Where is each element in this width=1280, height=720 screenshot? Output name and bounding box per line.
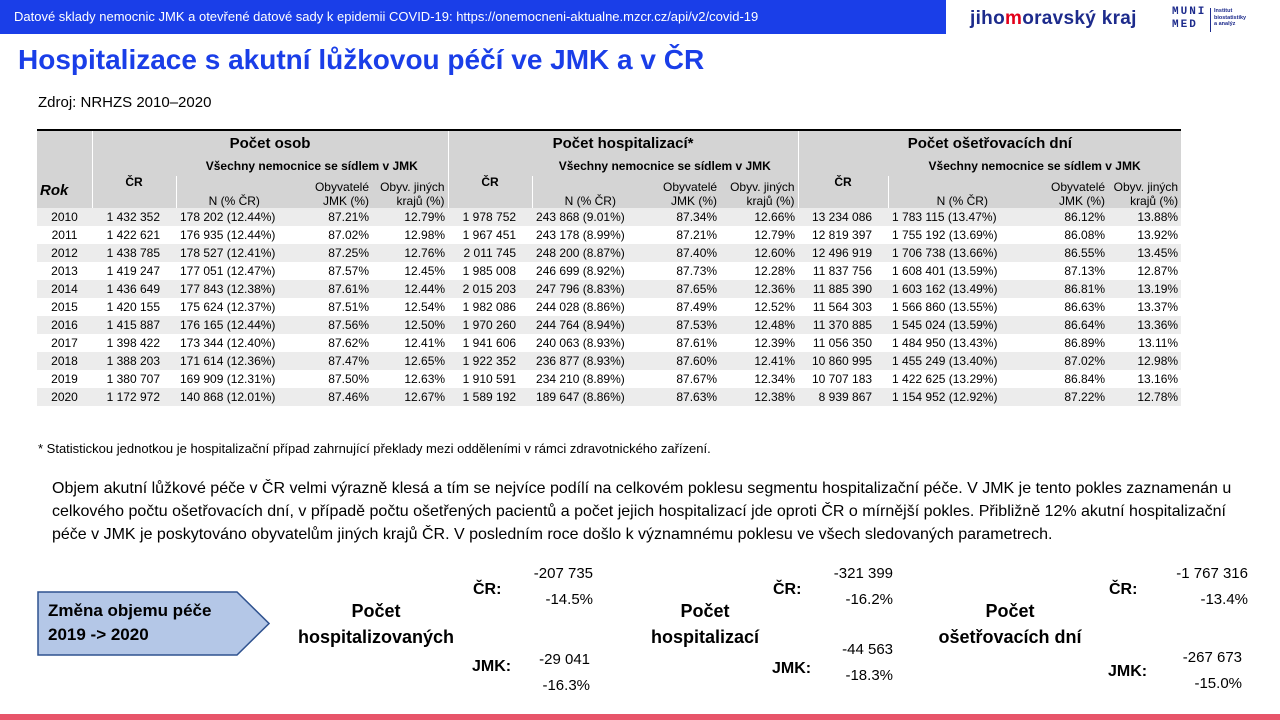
change-block-2-title-l2: hospitalizací (650, 627, 760, 647)
table-body (37, 208, 1181, 406)
cell-cr-osob: 1 380 707 (92, 370, 176, 388)
col-obyv-hosp-l1: Obyvatelé (663, 180, 718, 194)
cell-jmk-n-dni: 1 608 401 (13.59%) (888, 262, 1036, 280)
col-obyv-osob (292, 176, 372, 208)
cell-jmk-jine-hosp: 12.66% (720, 208, 798, 226)
cell-jmk-obyv-dni: 87.02% (1036, 352, 1108, 370)
col-jine-osob (372, 176, 448, 208)
cell-jmk-obyv-dni: 86.64% (1036, 316, 1108, 334)
muni-inst-line3: a analýz (1214, 21, 1236, 27)
cell-jmk-obyv-dni: 86.08% (1036, 226, 1108, 244)
cell-cr-osob: 1 420 155 (92, 298, 176, 316)
cell-jmk-jine-dni: 13.11% (1108, 334, 1181, 352)
cell-cr-osob: 1 172 972 (92, 388, 176, 406)
cell-jmk-obyv-dni: 86.55% (1036, 244, 1108, 262)
cell-jmk-jine-osob: 12.63% (372, 370, 448, 388)
cell-jmk-n-osob: 140 868 (12.01%) (176, 388, 292, 406)
cell-jmk-n-hosp: 236 877 (8.93%) (532, 352, 648, 370)
cell-jmk-jine-osob: 12.65% (372, 352, 448, 370)
table-row (37, 226, 1181, 244)
cell-year: 2019 (37, 370, 92, 388)
change-block-2-cr-pct: -16.2% (845, 591, 893, 608)
cell-cr-dni: 11 370 885 (798, 316, 888, 334)
cell-cr-dni: 10 707 183 (798, 370, 888, 388)
cell-jmk-obyv-osob: 87.47% (292, 352, 372, 370)
cell-jmk-obyv-hosp: 87.73% (648, 262, 720, 280)
cell-cr-osob: 1 398 422 (92, 334, 176, 352)
col-n-osob: N (% ČR) (176, 176, 292, 208)
col-jine-osob-l1: Obyv. jiných (380, 180, 445, 194)
cell-jmk-obyv-osob: 87.61% (292, 280, 372, 298)
cell-cr-dni: 11 056 350 (798, 334, 888, 352)
cell-jmk-n-osob: 169 909 (12.31%) (176, 370, 292, 388)
col-cr-osob: ČR (92, 155, 176, 208)
cell-jmk-n-osob: 178 202 (12.44%) (176, 208, 292, 226)
change-block-3-cr-abs: -1 767 316 (1176, 565, 1248, 582)
cell-cr-osob: 1 436 649 (92, 280, 176, 298)
cell-cr-osob: 1 422 621 (92, 226, 176, 244)
cell-cr-hosp: 1 967 451 (448, 226, 532, 244)
cell-jmk-obyv-osob: 87.51% (292, 298, 372, 316)
cell-jmk-n-hosp: 247 796 (8.83%) (532, 280, 648, 298)
cell-jmk-obyv-dni: 86.63% (1036, 298, 1108, 316)
change-block-1-cr-label: ČR: (473, 581, 502, 598)
cell-year: 2018 (37, 352, 92, 370)
col-jine-hosp (720, 176, 798, 208)
cell-cr-dni: 13 234 086 (798, 208, 888, 226)
cell-jmk-obyv-dni: 87.13% (1036, 262, 1108, 280)
cell-jmk-obyv-hosp: 87.34% (648, 208, 720, 226)
muni-inst-line2: biostatistiky (1214, 14, 1247, 21)
change-block-2-cr-label: ČR: (773, 581, 802, 598)
col-obyv-hosp (648, 176, 720, 208)
col-obyv-osob-l1: Obyvatelé (314, 180, 369, 194)
cell-jmk-jine-hosp: 12.28% (720, 262, 798, 280)
cell-jmk-jine-osob: 12.45% (372, 262, 448, 280)
table-row (37, 298, 1181, 316)
cell-jmk-n-hosp: 240 063 (8.93%) (532, 334, 648, 352)
col-obyv-dni (1036, 176, 1108, 208)
cell-jmk-jine-osob: 12.50% (372, 316, 448, 334)
cell-jmk-obyv-hosp: 87.67% (648, 370, 720, 388)
cell-jmk-jine-dni: 12.87% (1108, 262, 1181, 280)
col-rok: Rok (37, 130, 92, 208)
cell-cr-dni: 8 939 867 (798, 388, 888, 406)
cell-year: 2012 (37, 244, 92, 262)
cell-cr-hosp: 1 910 591 (448, 370, 532, 388)
change-block-2-jmk-pct: -18.3% (845, 667, 893, 684)
cell-jmk-n-hosp: 189 647 (8.86%) (532, 388, 648, 406)
cell-jmk-n-dni: 1 545 024 (13.59%) (888, 316, 1036, 334)
cell-jmk-n-osob: 176 165 (12.44%) (176, 316, 292, 334)
cell-jmk-jine-dni: 12.78% (1108, 388, 1181, 406)
change-block-1-title-l1: Počet (351, 601, 401, 621)
col-n-hosp: N (% ČR) (532, 176, 648, 208)
cell-jmk-jine-dni: 13.37% (1108, 298, 1181, 316)
cell-jmk-obyv-osob: 87.62% (292, 334, 372, 352)
cell-cr-dni: 11 564 303 (798, 298, 888, 316)
change-block-1-jmk-label: JMK: (472, 658, 512, 675)
cell-jmk-n-hosp: 234 210 (8.89%) (532, 370, 648, 388)
cell-cr-hosp: 1 970 260 (448, 316, 532, 334)
cell-year: 2013 (37, 262, 92, 280)
cell-jmk-jine-hosp: 12.60% (720, 244, 798, 262)
change-block-3-jmk-abs: -267 673 (1182, 649, 1242, 666)
summary-paragraph: Objem akutní lůžkové péče v ČR velmi výrazně klesá a tím se nejvíce podílí na celkovém poklesu segmentu hospitalizační péče. V JMK je tento pokles zaznamenán u celkového počtu ošetřovacích dní, v případě počtu ošetřených pacientů a počet jejich hospitalizací jde oproti ČR o mírnější pokles. Přibližně 12% akutní hospitalizační péče v JMK je poskytováno obyvatelům jiných krajů ČR. V posledním roce došlo k významnému poklesu ve všech sledovaných parametrech. (52, 480, 1232, 543)
table-row (37, 244, 1181, 262)
muni-logo-divider (1210, 8, 1211, 32)
change-block-1-jmk-pct: -16.3% (542, 677, 590, 694)
group-pocet-hospitalizaci: Počet hospitalizací* (448, 130, 798, 155)
cell-cr-hosp: 1 978 752 (448, 208, 532, 226)
cell-jmk-jine-hosp: 12.41% (720, 352, 798, 370)
cell-jmk-jine-hosp: 12.36% (720, 280, 798, 298)
cell-jmk-n-osob: 173 344 (12.40%) (176, 334, 292, 352)
hospitalization-table (37, 129, 1181, 406)
table-row (37, 316, 1181, 334)
cell-jmk-n-dni: 1 455 249 (13.40%) (888, 352, 1036, 370)
col-obyv-dni-l1: Obyvatelé (1051, 180, 1106, 194)
cell-jmk-jine-osob: 12.76% (372, 244, 448, 262)
cell-jmk-n-hosp: 246 699 (8.92%) (532, 262, 648, 280)
cell-jmk-jine-osob: 12.67% (372, 388, 448, 406)
cell-jmk-obyv-hosp: 87.53% (648, 316, 720, 334)
change-block-3-title (930, 598, 1090, 650)
group-pocet-osob: Počet osob (92, 130, 448, 155)
cell-jmk-n-dni: 1 566 860 (13.55%) (888, 298, 1036, 316)
cell-jmk-obyv-osob: 87.21% (292, 208, 372, 226)
col-jine-dni-l2: krajů (%) (1130, 194, 1179, 208)
page-title: Hospitalizace s akutní lůžkovou péčí ve JMK a v ČR (18, 44, 705, 75)
subgroup-dni: Všechny nemocnice se sídlem v JMK (888, 155, 1181, 176)
cell-jmk-jine-dni: 13.45% (1108, 244, 1181, 262)
change-block-2-cr-abs: -321 399 (833, 565, 893, 582)
table-row (37, 280, 1181, 298)
col-jine-dni-l1: Obyv. jiných (1113, 180, 1179, 194)
cell-jmk-obyv-hosp: 87.65% (648, 280, 720, 298)
cell-jmk-n-dni: 1 422 625 (13.29%) (888, 370, 1036, 388)
cell-cr-osob: 1 419 247 (92, 262, 176, 280)
change-label-line2: 2019 -> 2020 (48, 625, 149, 644)
cell-jmk-obyv-osob: 87.50% (292, 370, 372, 388)
col-jine-osob-l2: krajů (%) (396, 194, 445, 208)
table-row (37, 388, 1181, 406)
cell-jmk-jine-dni: 13.92% (1108, 226, 1181, 244)
cell-jmk-obyv-hosp: 87.61% (648, 334, 720, 352)
change-block-1-title (296, 598, 456, 650)
cell-jmk-jine-dni: 13.16% (1108, 370, 1181, 388)
cell-jmk-obyv-hosp: 87.60% (648, 352, 720, 370)
cell-year: 2016 (37, 316, 92, 334)
col-jine-dni (1108, 176, 1181, 208)
change-block-1-cr-pct: -14.5% (545, 591, 593, 608)
cell-jmk-obyv-hosp: 87.49% (648, 298, 720, 316)
cell-jmk-n-osob: 176 935 (12.44%) (176, 226, 292, 244)
cell-jmk-obyv-osob: 87.02% (292, 226, 372, 244)
subgroup-osob: Všechny nemocnice se sídlem v JMK (176, 155, 448, 176)
cell-cr-dni: 12 496 919 (798, 244, 888, 262)
cell-cr-hosp: 1 941 606 (448, 334, 532, 352)
change-block-3-jmk-label: JMK: (1108, 663, 1148, 680)
cell-jmk-jine-hosp: 12.48% (720, 316, 798, 334)
cell-jmk-obyv-hosp: 87.63% (648, 388, 720, 406)
group-pocet-dni: Počet ošetřovacích dní (798, 130, 1181, 155)
cell-jmk-obyv-dni: 86.89% (1036, 334, 1108, 352)
change-block-2-title (640, 598, 770, 650)
cell-jmk-obyv-osob: 87.25% (292, 244, 372, 262)
cell-cr-osob: 1 388 203 (92, 352, 176, 370)
muni-logo-line2: MED (1172, 19, 1198, 31)
cell-jmk-jine-dni: 13.36% (1108, 316, 1181, 334)
cell-year: 2015 (37, 298, 92, 316)
muni-logo-word (1172, 6, 1206, 32)
cell-jmk-jine-dni: 12.98% (1108, 352, 1181, 370)
cell-jmk-n-hosp: 244 028 (8.86%) (532, 298, 648, 316)
cell-cr-osob: 1 438 785 (92, 244, 176, 262)
cell-jmk-n-osob: 178 527 (12.41%) (176, 244, 292, 262)
change-block-2-jmk-label: JMK: (772, 660, 812, 677)
change-block-1-cr-abs: -207 735 (533, 565, 593, 582)
cell-year: 2017 (37, 334, 92, 352)
table-row (37, 208, 1181, 226)
cell-cr-hosp: 1 922 352 (448, 352, 532, 370)
cell-cr-hosp: 1 982 086 (448, 298, 532, 316)
col-cr-hosp: ČR (448, 155, 532, 208)
muni-inst-line1: Institut (1214, 8, 1233, 14)
change-block-2-title-l1: Počet (680, 601, 730, 621)
cell-cr-dni: 11 837 756 (798, 262, 888, 280)
cell-cr-hosp: 1 985 008 (448, 262, 532, 280)
subgroup-hosp: Všechny nemocnice se sídlem v JMK (532, 155, 798, 176)
cell-jmk-n-osob: 177 843 (12.38%) (176, 280, 292, 298)
cell-year: 2011 (37, 226, 92, 244)
cell-cr-dni: 11 885 390 (798, 280, 888, 298)
jmk-logo (970, 8, 1137, 30)
cell-jmk-jine-osob: 12.44% (372, 280, 448, 298)
cell-jmk-jine-osob: 12.54% (372, 298, 448, 316)
col-n-dni: N (% ČR) (888, 176, 1036, 208)
cell-jmk-n-hosp: 248 200 (8.87%) (532, 244, 648, 262)
bottom-accent-line (0, 714, 1280, 720)
cell-jmk-obyv-hosp: 87.40% (648, 244, 720, 262)
cell-jmk-obyv-dni: 87.22% (1036, 388, 1108, 406)
cell-cr-hosp: 1 589 192 (448, 388, 532, 406)
col-obyv-hosp-l2: JMK (%) (671, 194, 718, 208)
cell-cr-hosp: 2 015 203 (448, 280, 532, 298)
col-jine-hosp-l1: Obyv. jiných (730, 180, 795, 194)
table-row (37, 334, 1181, 352)
cell-jmk-n-hosp: 243 178 (8.99%) (532, 226, 648, 244)
jmk-logo-m: m (1004, 8, 1023, 29)
cell-jmk-jine-hosp: 12.34% (720, 370, 798, 388)
cell-jmk-jine-hosp: 12.38% (720, 388, 798, 406)
cell-jmk-n-osob: 171 614 (12.36%) (176, 352, 292, 370)
muni-med-logo (1172, 6, 1252, 34)
table-row (37, 352, 1181, 370)
muni-logo-line1: MUNI (1172, 6, 1207, 18)
cell-year: 2010 (37, 208, 92, 226)
cell-jmk-n-dni: 1 603 162 (13.49%) (888, 280, 1036, 298)
table-row (37, 262, 1181, 280)
change-block-2-jmk-abs: -44 563 (842, 641, 893, 658)
change-block-3-cr-pct: -13.4% (1200, 591, 1248, 608)
cell-cr-osob: 1 432 352 (92, 208, 176, 226)
cell-jmk-obyv-dni: 86.12% (1036, 208, 1108, 226)
col-obyv-dni-l2: JMK (%) (1059, 194, 1106, 208)
cell-jmk-jine-osob: 12.79% (372, 208, 448, 226)
cell-jmk-n-hosp: 244 764 (8.94%) (532, 316, 648, 334)
cell-year: 2014 (37, 280, 92, 298)
cell-jmk-jine-dni: 13.19% (1108, 280, 1181, 298)
cell-jmk-n-osob: 177 051 (12.47%) (176, 262, 292, 280)
cell-jmk-n-dni: 1 706 738 (13.66%) (888, 244, 1036, 262)
change-block-3-title-l1: Počet (985, 601, 1035, 621)
cell-jmk-jine-hosp: 12.52% (720, 298, 798, 316)
cell-jmk-n-osob: 175 624 (12.37%) (176, 298, 292, 316)
change-block-3-title-l2: ošetřovacích dní (938, 627, 1082, 647)
cell-jmk-n-dni: 1 783 115 (13.47%) (888, 208, 1036, 226)
cell-jmk-n-hosp: 243 868 (9.01%) (532, 208, 648, 226)
cell-jmk-obyv-osob: 87.57% (292, 262, 372, 280)
cell-jmk-n-dni: 1 755 192 (13.69%) (888, 226, 1036, 244)
change-block-3-cr-label: ČR: (1109, 581, 1138, 598)
jmk-logo-part1: jiho (970, 8, 1005, 29)
cell-jmk-obyv-dni: 86.81% (1036, 280, 1108, 298)
cell-jmk-jine-osob: 12.98% (372, 226, 448, 244)
cell-jmk-obyv-osob: 87.46% (292, 388, 372, 406)
change-label-line1: Změna objemu péče (48, 601, 212, 620)
col-obyv-osob-l2: JMK (%) (323, 194, 369, 208)
cell-cr-osob: 1 415 887 (92, 316, 176, 334)
col-jine-hosp-l2: krajů (%) (746, 194, 795, 208)
source-banner (0, 0, 946, 34)
cell-jmk-n-dni: 1 484 950 (13.43%) (888, 334, 1036, 352)
cell-cr-hosp: 2 011 745 (448, 244, 532, 262)
muni-logo-institute (1214, 8, 1246, 28)
cell-jmk-obyv-dni: 86.84% (1036, 370, 1108, 388)
change-block-3-jmk-pct: -15.0% (1194, 675, 1242, 692)
cell-cr-dni: 10 860 995 (798, 352, 888, 370)
cell-jmk-n-dni: 1 154 952 (12.92%) (888, 388, 1036, 406)
cell-year: 2020 (37, 388, 92, 406)
footnote: * Statistickou jednotkou je hospitalizační případ zahrnující překlady mezi odděleními v rámci zdravotnického zařízení. (38, 441, 711, 456)
change-block-1-jmk-abs: -29 041 (539, 651, 590, 668)
cell-jmk-jine-osob: 12.41% (372, 334, 448, 352)
cell-jmk-obyv-osob: 87.56% (292, 316, 372, 334)
data-source: Zdroj: NRHZS 2010–2020 (38, 94, 212, 111)
change-label (48, 599, 211, 647)
cell-jmk-jine-hosp: 12.79% (720, 226, 798, 244)
cell-jmk-jine-hosp: 12.39% (720, 334, 798, 352)
table-row (37, 370, 1181, 388)
source-banner-text: Datové sklady nemocnic JMK a otevřené datové sady k epidemii COVID-19: https://onemocneni-aktualne.mzcr.cz/api/v2/covid-19 (14, 9, 759, 24)
col-cr-dni: ČR (798, 155, 888, 208)
change-block-1-title-l2: hospitalizovaných (297, 627, 455, 647)
cell-cr-dni: 12 819 397 (798, 226, 888, 244)
cell-jmk-jine-dni: 13.88% (1108, 208, 1181, 226)
cell-jmk-obyv-hosp: 87.21% (648, 226, 720, 244)
jmk-logo-part2: oravský kraj (1022, 8, 1137, 29)
